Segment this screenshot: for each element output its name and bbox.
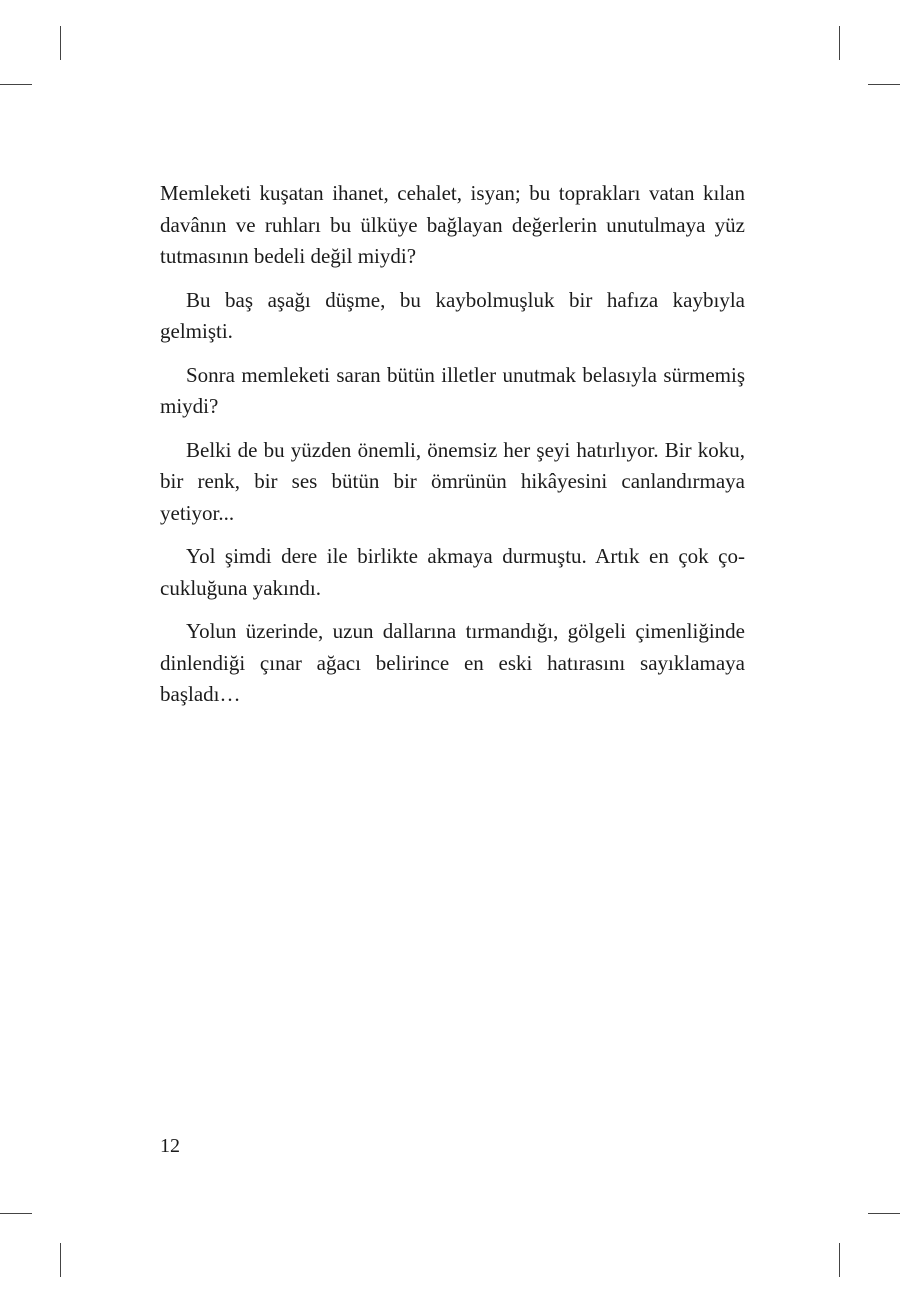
paragraph-4: Belki de bu yüzden önemli, önemsiz her şeyi hatırlıyor. Bir koku, bir renk, bir ses bütün bir ömrünün hikâyesini canlandırmaya yetiyor... <box>160 437 745 525</box>
crop-mark-top-left-vertical <box>60 26 61 60</box>
page-number: 12 <box>160 1135 180 1157</box>
crop-mark-bottom-right-horizontal <box>868 1213 900 1214</box>
crop-mark-top-right-vertical <box>839 26 840 60</box>
crop-mark-top-left-horizontal <box>0 84 32 85</box>
crop-mark-bottom-left-vertical <box>60 1243 61 1277</box>
crop-mark-bottom-left-horizontal <box>0 1213 32 1214</box>
paragraph-1: Memleketi kuşatan ihanet, cehalet, isyan; bu toprakları vatan kılan davânın ve ruhları bu ülküye bağlayan değerlerin unutulmaya yüz tutmasının bedeli değil miydi? <box>160 181 745 268</box>
crop-mark-top-right-horizontal <box>868 84 900 85</box>
paragraph-3: Sonra memleketi saran bütün illetler unutmak belasıyla sürmemiş miydi? <box>160 362 745 418</box>
paragraph-2: Bu baş aşağı düşme, bu kaybolmuşluk bir hafıza kaybıyla gelmişti. <box>160 287 745 343</box>
paragraph-6: Yolun üzerinde, uzun dallarına tırmandığı, gölgeli çimenliğinde dinlendiği çınar ağacı belirince en eski hatırasını sayıklamaya başladı… <box>160 619 745 706</box>
body-text <box>160 178 745 723</box>
paragraph-5: Yol şimdi dere ile birlikte akmaya durmuştu. Artık en çok çocukluğuna yakındı. <box>160 544 745 600</box>
crop-mark-bottom-right-vertical <box>839 1243 840 1277</box>
